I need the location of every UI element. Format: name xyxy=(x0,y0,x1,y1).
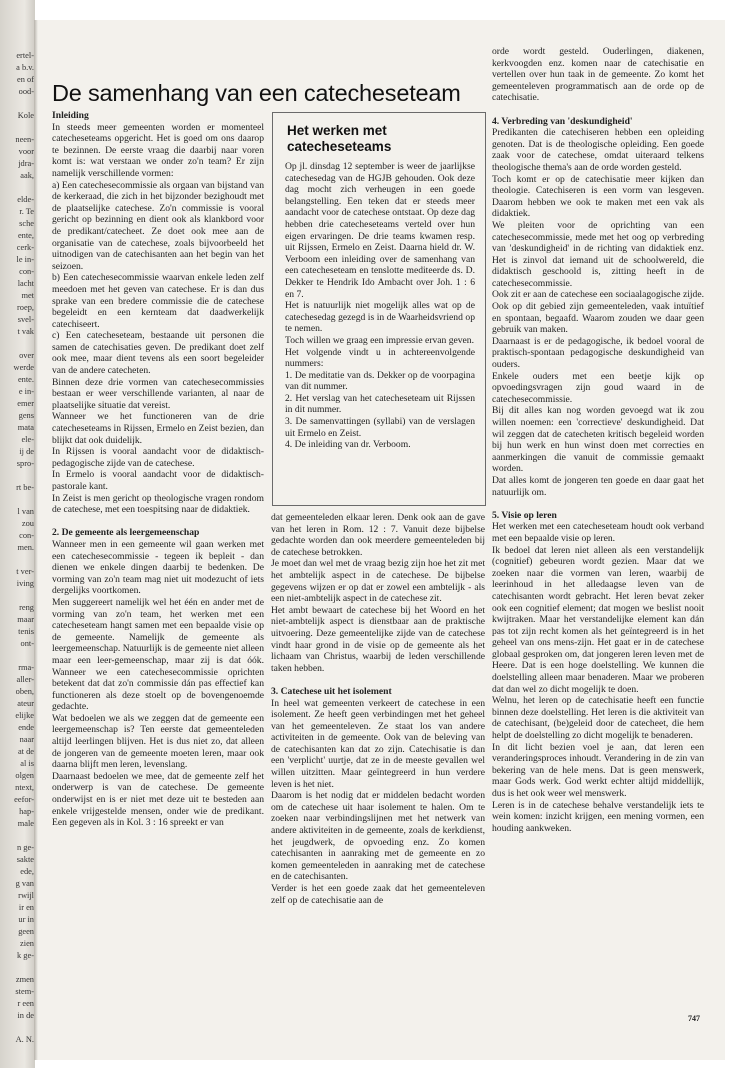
section-spacer xyxy=(52,516,264,528)
section-heading: 4. Verbreding van 'deskundigheid' xyxy=(492,115,633,127)
paragraph: In steeds meer gemeenten worden er momenteel catecheseteams opgericht. Het is goed om ons daarop te bezinnen. De eerste vraag die daarbij naar voren komt is: wat verstaan we onder zo'n team? Er zijn namelijk verschillende vormen: xyxy=(52,121,264,179)
article-title: De samenhang van een catecheseteam xyxy=(52,80,461,106)
paragraph: Daarnaast is er de pedagogische, ik bedoel vooral de praktisch-spontaan pedagogische deskundigheid van ouders. xyxy=(492,335,704,371)
edge-fragment: stem- xyxy=(15,987,34,996)
paragraph: b) Een catechesecommissie waarvan enkele leden zelf meedoen met het geven van catechese. Er is dan dus sprake van een bredere commissie die de catechese begeleidt en een kernteam dat daadwerkelijk catechiseert. xyxy=(52,272,264,330)
edge-fragment: voor xyxy=(18,147,34,156)
edge-fragment: elijke xyxy=(15,711,34,720)
edge-gap xyxy=(4,122,34,134)
paragraph: We pleiten voor de oprichting van een catechesecommissie, mede met het oog op verbreding van 'deskundigheid' in de richting van didaktiek enz. Het is zinvol dat iemand uit de schoolwereld, die didaktisch geschoold is, zitting heeft in de catechesecommissie. xyxy=(492,219,704,289)
section-heading: Inleiding xyxy=(52,110,89,121)
sidebar-title: Het werken met catecheseteams xyxy=(287,123,392,154)
edge-fragment: ente. xyxy=(17,375,34,384)
edge-fragment: gens xyxy=(18,411,34,420)
edge-fragment: ente, xyxy=(17,231,34,240)
edge-fragment: met xyxy=(21,291,34,300)
edge-fragment: neen- xyxy=(15,135,34,144)
sidebar-paragraph: 1. De meditatie van ds. Dekker op de voorpagina van dit nummer. xyxy=(285,369,475,393)
paragraph: In Zeist is men gericht op theologische vragen rondom de catechese, met een toespitsing naar de didaktiek. xyxy=(52,492,264,516)
paragraph: a) Een catechesecommissie als orgaan van bijstand van de kerkeraad, die zich in het bijzonder bezighoudt met de plaatselijke catechese. Zo'n commissie is vooral gericht op bezinning en dient ook als klankbord voor de predikant/catecheet. Ze doet ook mee aan de organisatie van de catechese, zoals bijvoorbeeld het uitnodigen van de catechisanten aan het begin van het seizoen. xyxy=(52,179,264,272)
edge-fragment: iving xyxy=(16,579,34,588)
edge-fragment: jdra- xyxy=(18,159,34,168)
edge-fragment: ende xyxy=(18,723,34,732)
edge-fragment: sche xyxy=(19,219,34,228)
edge-gap xyxy=(4,494,34,506)
sidebar-paragraph: 2. Het verslag van het catecheseteam uit Rijssen in dit nummer. xyxy=(285,392,475,416)
paragraph: Wat bedoelen we als we zeggen dat de gemeente een leergemeenschap is? Ten eerste dat gemeenteleden altijd leerlingen blijven. Het is dus niet zo, dat alleen de jongeren van de gemeente moeten leren, maar ook daarna blijft men leren, levenslang. xyxy=(52,712,264,771)
paragraph: Daarom is het nodig dat er middelen bedacht worden om de catechese uit haar isolement te halen. Om te zoeken naar verbindingslijnen met het netwerk van andere aktiviteiten in de gemeente, zoals de kerkdienst, het jeugdwerk, de opvoeding enz. Zo komen catechisanten in aanraking met de gemeente en zo komen gemeenteleden in aanraking met de catechese en de catechisanten. xyxy=(271,790,485,883)
edge-fragment: Kole xyxy=(17,111,34,120)
edge-fragment: roep, xyxy=(17,303,34,312)
edge-fragment: al is xyxy=(20,759,34,768)
edge-fragment: l van xyxy=(17,507,34,516)
sidebar-paragraph: 3. De samenvattingen (syllabi) van de verslagen uit Ermelo en Zeist. xyxy=(285,416,475,439)
edge-fragment: ur in xyxy=(18,915,34,924)
edge-fragment: reng xyxy=(19,603,34,612)
paragraph: Toch komt er op de catechisatie meer kijken dan theologie. Catechiseren is een vorm van lesgeven. Daarom hebben we ook te maken met een vak als didaktiek. xyxy=(492,173,704,220)
paragraph: Daarnaast bedoelen we mee, dat de gemeente zelf het onderwerp is van de catechese. De gemeente onderwijst en is er niet met deze uit te besteden aan enkele vrijgestelde mensen, onder wie de predikant. Een gegeven als in Kol. 3 : 16 spreekt er van xyxy=(52,770,264,829)
edge-fragment: zien xyxy=(20,939,34,948)
edge-fragment: A. N. xyxy=(15,1035,34,1044)
previous-page-edge-text xyxy=(4,50,34,1046)
edge-fragment: in de xyxy=(17,1011,34,1020)
paragraph: In heel wat gemeenten verkeert de catechese in een isolement. Ze heeft geen verbindingen met het geheel van het gemeenteleven. Ze staat los van andere activiteiten in de gemeente. Ook van de beleving van de catechisanten kan dat zo zijn. Catechisatie is dan een 'verplicht' uurtje, dat ze in de meeste gevallen wel willen uitzitten. Maar geïntegreerd in hun verdere leven is het niet. xyxy=(271,697,485,790)
edge-fragment: ntext, xyxy=(15,783,34,792)
paragraph: orde wordt gesteld. Ouderlingen, diakenen, kerkvoogden enz. komen naar de catechisatie en vertellen over hun taak in de gemeente. Zo komt het gemeenteleven programmatisch aan de orde op de catechisatie. xyxy=(492,46,704,104)
edge-fragment: lacht xyxy=(17,279,34,288)
paragraph: Het werken met een catecheseteam houdt ook verband met een bepaalde visie op leren. xyxy=(492,521,704,544)
edge-fragment: over xyxy=(19,351,34,360)
edge-fragment: hap- xyxy=(19,807,34,816)
paragraph: Leren is in de catechese behalve verstandelijk iets te wein komen: inzicht krijgen, een mening vormen, een houding aankweken. xyxy=(492,799,704,834)
edge-fragment: zou xyxy=(21,519,34,528)
edge-fragment: t vak xyxy=(17,327,34,336)
paragraph: In Rijssen is vooral aandacht voor de didaktisch-pedagogische zijde van de catechese. xyxy=(52,446,264,469)
section-spacer xyxy=(271,674,485,686)
paragraph: In Ermelo is vooral aandacht voor de didaktisch-pastorale kant. xyxy=(52,469,264,492)
edge-fragment: at de xyxy=(17,747,34,756)
edge-fragment: ir en xyxy=(18,903,34,912)
sidebar-paragraph: 4. De inleiding van dr. Verboom. xyxy=(285,439,411,451)
edge-gap xyxy=(4,830,34,842)
edge-fragment: zmen xyxy=(15,975,34,984)
section-spacer xyxy=(492,104,704,116)
edge-fragment: elde- xyxy=(17,195,34,204)
page-fold-shadow xyxy=(34,20,38,1060)
section-heading: 3. Catechese uit het isolement xyxy=(271,685,392,697)
edge-fragment: n ge- xyxy=(17,843,34,852)
edge-gap xyxy=(4,962,34,974)
edge-fragment: rwijl xyxy=(18,891,34,900)
paragraph: Enkele ouders met een beetje kijk op opvoedingsvragen zijn goud waard in de catechesecommissie. xyxy=(492,370,704,405)
edge-fragment: t ver- xyxy=(16,567,34,576)
sidebar-paragraph: Het is natuurlijk niet mogelijk alles wat op de catechesedag gezegd is in de Waarheidsvriend op te nemen. xyxy=(285,300,475,335)
edge-fragment: r. Te xyxy=(19,207,34,216)
edge-fragment: ood- xyxy=(18,87,34,96)
edge-fragment: tenis xyxy=(18,627,34,636)
article-column-1 xyxy=(52,110,264,1030)
paragraph: Welnu, het leren op de catechisatie heeft een functie binnen deze doelstelling. Het leren is die aktiviteit van de catechisant, (be)geleid door de catecheet, die hem helpt de doelstelling zo dicht mogelijk te benaderen. xyxy=(492,695,704,742)
paragraph: Wanneer we het functioneren van de drie catecheseteams in Rijssen, Ermelo en Zeist bezien, dan blijkt dat ook duidelijk. xyxy=(52,411,264,446)
page-number: 747 xyxy=(688,1014,700,1023)
edge-fragment: svel- xyxy=(17,315,34,324)
edge-gap xyxy=(4,470,34,482)
edge-fragment: spro- xyxy=(16,459,34,468)
edge-gap xyxy=(4,338,34,350)
paragraph: Predikanten die catechiseren hebben een opleiding genoten. Dat is de theologische opleiding. Een goede zaak voor de catechese, omdat uiteraard telkens theologische thema's aan de orde worden gesteld. xyxy=(492,127,704,173)
edge-fragment: le in- xyxy=(16,255,34,264)
paragraph: Verder is het een goede zaak dat het gemeenteleven zelf op de catechisatie aan de xyxy=(271,883,485,906)
edge-fragment: ateur xyxy=(17,699,34,708)
section-heading: 2. De gemeente als leergemeenschap xyxy=(52,527,200,539)
paragraph: Men suggereert namelijk wel het één en ander met de vorming van zo'n team, het werken met een catecheseteam hangt samen met een bepaalde visie op de gemeente. Namelijk de gemeente als leergemeenschap. Natuurlijk is de gemeente niet alleen maar een leer-gemeenschap, maar zij is dat óók. Wanneer we een catechesecommissie oprichten betekent dat dat zo'n commissie dán pas effectief kan functioneren als deze stoelt op de bovengenoemde gedachte. xyxy=(52,596,264,713)
edge-fragment: sakte xyxy=(16,855,34,864)
sidebar-box xyxy=(272,112,486,506)
paragraph: Wanneer men in een gemeente wil gaan werken met een catechesecommissie - tegeen ik bepleit - dan dienen we enkele dingen daarbij te bedenken. De vorming van zo'n team mag niet uit modezucht of iets dergelijks voortkomen. xyxy=(52,538,264,597)
edge-fragment: aak, xyxy=(20,171,34,180)
edge-fragment: con- xyxy=(19,531,34,540)
paragraph: dat gemeenteleden elkaar leren. Denk ook aan de gave van het leren in Rom. 12 : 7. Vanuit deze bijbelse gedachte worden dan ook meerdere gemeenteleden bij de catechese betrokken. xyxy=(271,512,485,558)
edge-fragment: ele- xyxy=(21,435,34,444)
paragraph: Het ambt bewaart de catechese bij het Woord en het niet-ambtelijk aspect is dienstbaar aan de praktische uitvoering. Deze gemeentelijke zijde van de catechese vindt haar grond in de visie op de gemeente als het lichaam van Christus, waarbij de leden verschillende taken hebben. xyxy=(271,604,485,674)
edge-fragment: con- xyxy=(19,267,34,276)
paragraph: c) Een catecheseteam, bestaande uit personen die samen de catechisaties geven. De predikant doet zelf ook mee, maar dient tevens als een soort begeleider van de andere catecheten. xyxy=(52,330,264,377)
edge-fragment: k ge- xyxy=(17,951,34,960)
edge-fragment: g van xyxy=(15,879,34,888)
paragraph: In dit licht bezien voel je aan, dat leren een veranderingsproces inhoudt. Verandering in de zin van bekering van de hele mens. Dat is geen menswerk, maar Gods werk. God werkt echter altijd middellijk, dus is het ook weer wel menswerk. xyxy=(492,741,704,799)
edge-gap xyxy=(4,1022,34,1034)
edge-fragment: werde xyxy=(13,363,34,372)
edge-fragment: ertel- xyxy=(16,51,34,60)
edge-fragment: rma- xyxy=(18,663,34,672)
edge-fragment: male xyxy=(17,819,34,828)
edge-fragment: mata xyxy=(17,423,34,432)
paragraph: Dat alles komt de jongeren ten goede en daar gaat het natuurlijk om. xyxy=(492,474,704,498)
edge-fragment: oben, xyxy=(15,687,34,696)
sidebar-paragraph: Toch willen we graag een impressie ervan geven. xyxy=(285,334,474,346)
edge-fragment: ont- xyxy=(20,639,34,648)
edge-fragment: emer xyxy=(17,399,34,408)
section-heading: 5. Visie op leren xyxy=(492,509,557,521)
edge-fragment: men. xyxy=(17,543,34,552)
paragraph: Ik bedoel dat leren niet alleen als een verstandelijk (cognitief) gebeuren wordt gezien. Maar dat we zoeken naar die vormen van leren, waarbij de leerinhoud in het alledaagse leven van de catechisanten wordt gebracht. Het leren bevat zeker ook een cognitief element; dat mogen we beslist nooit kwijtraken. Maar het verstandelijke element kan dán pas tot zijn recht komen als het geïntegreerd is in het geheel van ons mens-zijn. Het gaat er in de catechese globaal gesproken om, dat jongeren leren leven met de Heere. Dat is een hoge doelstelling. We kunnen die doelstelling alleen maar benaderen. Maar we proberen dat dan wel zo dicht mogelijk te doen. xyxy=(492,544,704,695)
edge-fragment: ij de xyxy=(19,447,34,456)
edge-fragment: eefor- xyxy=(14,795,34,804)
edge-gap xyxy=(4,182,34,194)
edge-fragment: naar xyxy=(19,735,34,744)
edge-fragment: olgen xyxy=(15,771,34,780)
article-column-3 xyxy=(492,46,704,1032)
edge-fragment: geen xyxy=(18,927,34,936)
edge-fragment: r een xyxy=(17,999,34,1008)
edge-fragment: e in- xyxy=(18,387,34,396)
edge-fragment: en of xyxy=(17,75,34,84)
edge-gap xyxy=(4,650,34,662)
paragraph: Je moet dan wel met de vraag bezig zijn hoe het zit met het ambtelijk aspect in de catechese. De bijbelse gegevens wijzen er op dat er zowel een ambtelijk - als een niet-ambtelijk aspect in de catechese zit. xyxy=(271,558,485,605)
edge-gap xyxy=(4,590,34,602)
edge-fragment: aller- xyxy=(16,675,34,684)
paragraph: Bij dit alles kan nog worden gevoegd wat ik zou willen noemen: een 'correctieve' deskundigheid. Dat wil zeggen dat de catecheten kritisch begeleid worden bij hun werk en hun winst doen met correcties en aanmerkingen die vanuit de commissie gemaakt worden. xyxy=(492,405,704,475)
edge-fragment: ede, xyxy=(20,867,34,876)
edge-gap xyxy=(4,98,34,110)
edge-fragment: cerk- xyxy=(16,243,34,252)
sidebar-body xyxy=(285,161,475,451)
edge-gap xyxy=(4,554,34,566)
sidebar-paragraph: Op jl. dinsdag 12 september is weer de jaarlijkse catechesedag van de HGJB gehouden. Ook deze dag mocht zich verheugen in een goede belangstelling. Een teken dat er steeds meer aandacht voor de catechese ontstaat. Op deze dag hebben drie catecheseteams verteld over hun eigen ervaringen. De drie teams kwamen resp. uit Rijssen, Ermelo en Zeist. Daarna hield dr. W. Verboom een inleiding over de samenhang van een catecheseteam en tenslotte mediteerde ds. D. Dekker te Hendrik Ido Ambacht over Joh. 1 : 6 en 7. xyxy=(285,161,475,300)
section-spacer xyxy=(492,498,704,510)
edge-fragment: a b.v. xyxy=(16,63,34,72)
sidebar-paragraph: Het volgende vindt u in achtereenvolgende nummers: xyxy=(285,346,475,370)
paragraph: Ook zit er aan de catechese een sociaalagogische zijde. Ook op dit gebied zijn gemeenteleden, vaak intuïtief en spontaan, begaafd. Waarom zouden we daar geen gebruik van maken. xyxy=(492,289,704,336)
paragraph: Binnen deze drie vormen van catechesecommissies bestaan er weer verschillende varianten, al naar de plaatselijke situatie dat vereist. xyxy=(52,376,264,411)
edge-fragment: maar xyxy=(17,615,34,624)
article-column-2 xyxy=(271,512,485,1032)
edge-fragment: rt be- xyxy=(16,483,34,492)
